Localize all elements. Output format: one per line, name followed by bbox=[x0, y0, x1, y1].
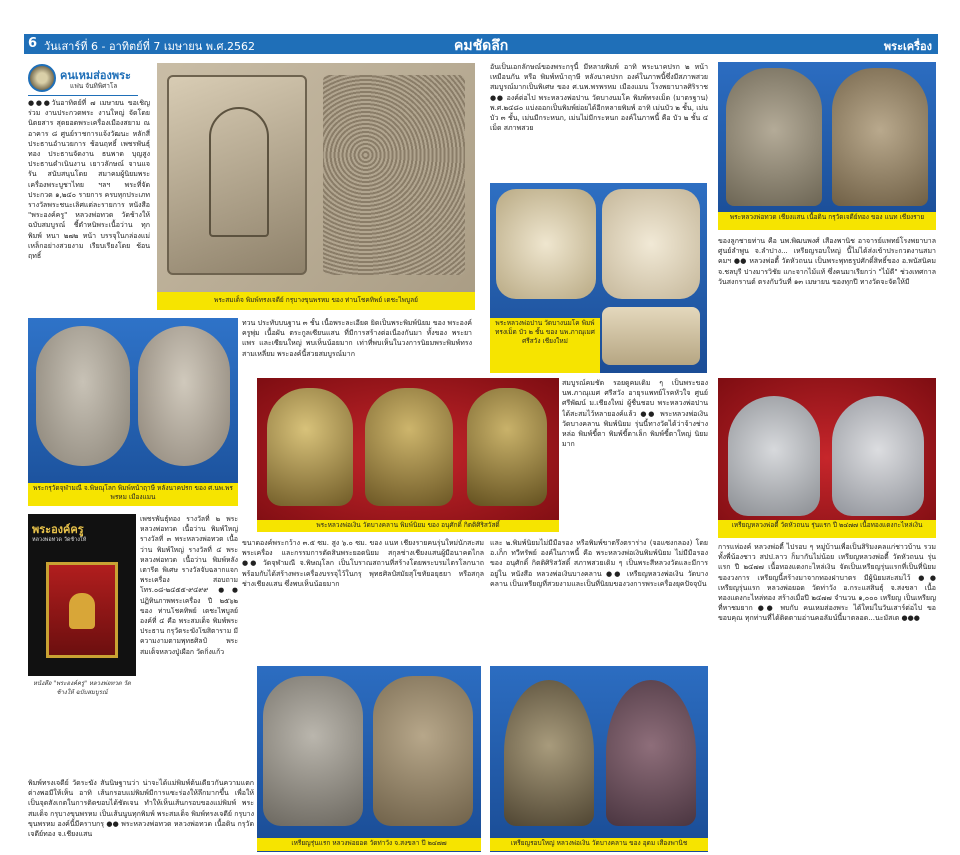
caption-2: พระกรุวัดจุฬามณี จ.พิษณุโลก พิมพ์หน้าฤาษี หลังนาคปรก ของ ศ.นพ.พรพรหม เมืองแมน bbox=[28, 483, 238, 506]
paragraph: พิมพ์ทรงเจดีย์ วัดระฆัง สันนิษฐานว่า น่าจะได้แม่พิมพ์ต้นเดียวกันความแตกต่างพอมีให้เห็น อาทิ เส้นกรอบแม่พิมพ์มีการแซะร่องให้ลึกมากขึ้น เพื่อให้เป็นจุดสังเกตในการติดขอบได้ชัดเจน ทำให้เห็นเส้นกรอบของแม่พิมพ์ พระสมเด็จ กรุบางขุนพรหม เป็นเส้นนูนทุกพิมพ์ พระสมเด็จ พิมพ์ทรงเจดีย์ กรุบางขุนพรหม องค์นี้มีคราบกรุ ●● พระหลวงพ่อทวด หลวงพ่อทวด เนื้อดิน กรุวัดเจดีย์ทอง จ.เชียงแสน bbox=[28, 779, 254, 839]
amulet-front bbox=[726, 68, 822, 206]
article-text-col3b bbox=[562, 378, 708, 533]
column-author: แฟน จันทิพิศาโล bbox=[70, 82, 118, 90]
coin-front bbox=[263, 676, 363, 826]
amulet-front bbox=[167, 75, 307, 275]
paragraph: ขนาดองค์พระกว้าง ๓.๕ ซม. สูง ๖.๐ ซม. ของ แนท เชียงรายคนรุ่นใหม่นักสะสมพระเครื่อง และกรรมการตัดสินพระยอดนิยม สกุลช่างเชียงแสนผู้มีอนาคตไกล ●● วัดจุฬามณี จ.พิษณุโลก เป็นโบราณสถานที่สร้างโดยพระบรมไตรโลกนาถ พร้อมกับได้สร้างพระเครื่องบรรจุไว้ในกรุ พุทธศิลป์สมัยสุโขทัยอยุธยา หรือสกุลช่างเชียงแสน ซึ่งพบเห็นน้อยมาก bbox=[242, 539, 484, 588]
caption-4: พระหลวงพ่อปาน วัดบางนมโค พิมพ์ทรงเม็ด บัว ๒ ชั้น ของ นพ.ภาณุเมศ ศรีสวัง เชียงใหม่ bbox=[490, 318, 600, 373]
statue-front bbox=[267, 388, 353, 506]
page-header bbox=[24, 34, 938, 54]
paragraph: ทวน ประทับบนฐาน ๓ ชั้น เนื้อพระละเอียด ยิดเป็นพระพิมพ์นิยม ของ พระองค์ครูพุ่ม เนื้อผัน ตระกูลเซียนแสน ที่มีการสร้างต่อเนื่องกันมา ทั้งของ พระยา แพร และเซียนใหญ่ พบเห็นน้อยมาก เท่าที่พบเห็นในวงการนิยมพระพิมพ์ทรงสามเหลี่ยม พระองค์นี้สวยสมบูรณ์มาก bbox=[242, 319, 472, 358]
photo-chiangsaen-amulet bbox=[718, 62, 936, 230]
photo-chulamanee-amulet bbox=[28, 318, 238, 506]
coin-back bbox=[373, 676, 473, 826]
photo-book-cover bbox=[28, 514, 136, 676]
issue-date: วันเสาร์ที่ 6 - อาทิตย์ที่ 7 เมษายน พ.ศ.2562 bbox=[44, 40, 255, 53]
column-logo bbox=[28, 64, 138, 96]
category-label: พระเครื่อง bbox=[883, 40, 932, 53]
book-subtitle: หลวงพ่อทวด วัดช้างให้ bbox=[32, 537, 87, 543]
coin-back bbox=[832, 396, 924, 516]
caption-7: เหรียญรอบใหญ่ หลวงพ่อเงิน วัดบางคลาน ของ อุดม เสืองพานิช bbox=[490, 838, 708, 851]
paragraph: ของลูกชายท่าน คือ นพ.พิฒนพงศ์ เสืองพานิช อาจารย์แพทย์โรงพยาบาลศูนย์ลำพูน จ.ลำปาง... เหรียญรอบใหญ่ นี้ไม่ได้ส่งเข้าประกวดงานสมาคมฯ ●● หลวงพ่อตี้ วัดหัวถนน เป็นพระพุทธรูปศักดิ์สิทธิ์ของ อ.พนัสนิคม จ.ชลบุรี ปางมารวิชัย แกะจากไม้แท้ ซึ่งคนมาเรียกว่า "ไม้ดี" ช่วงเทศกาลวันสงกรานต์ ตรงกับวันที่ ๑๓ เมษายน ของทุกปี ทางวัดจะจัดให้มี bbox=[718, 237, 936, 286]
caption-6: เหรียญรุ่นแรก หลวงพ่อยอด วัดท่าวัง จ.สงขลา ปี ๒๔๗๗ bbox=[257, 838, 481, 851]
article-text-col3c bbox=[490, 538, 708, 662]
book-title: พระองค์ครู bbox=[32, 523, 84, 536]
paragraph: เพชรพันธุ์ทอง รางวัลที่ ๒ พระหลวงพ่อทวด เนื้อว่าน พิมพ์ใหญ่ รางวัลที่ ๓ พระหลวงพ่อทวด เนื้อว่าน พิมพ์ใหญ่ รางวัลที่ ๔ พระหลวงพ่อทวด เนื้อว่าน พิมพ์หลังเตารีด พิเศษ รางวัลจับฉลากแจกพระเครื่อง สอบถามโทร.๐๘-๒๔๕๕-๙๔๙๙ ●● ปฏิทินภาพพระเครื่อง ปี ๒๕๖๒ ของ ท่านโชคทิพย์ เดชะไพบูลย์ องค์ที่ ๔ คือ พระสมเด็จ พิมพ์พระประธาน กรุวัดระฆังโฆสิตาราม มีความงามตามพุทธศิลป์ พระสมเด็จหลวงปู่เผือก วัดกิ่งแก้ว bbox=[140, 515, 238, 656]
photo-lp-yod-coin bbox=[257, 666, 481, 852]
photo-lp-ngern-coin bbox=[490, 666, 708, 852]
caption-3: หนังสือ "พระองค์ครู" หลวงพ่อทวด วัดช้างให้ ฉบับสมบูรณ์ bbox=[33, 680, 131, 696]
amulet-back bbox=[323, 75, 465, 275]
article-text-col2a bbox=[242, 318, 472, 376]
photo-lp-tee-coin bbox=[718, 378, 936, 538]
statue-back bbox=[365, 388, 453, 506]
article-text-col2c bbox=[140, 514, 238, 776]
amulet-back bbox=[602, 189, 700, 299]
caption-5: พระหลวงพ่อเงิน วัดบางคลาน พิมพ์นิยม ของ อนุศักดิ์ กิตติศิริสวัสดิ์ bbox=[257, 520, 559, 532]
amulet-back bbox=[832, 68, 928, 206]
book-frame bbox=[46, 562, 118, 658]
paragraph: และ ๒.พิมพ์นิยมไม่มีมือรอง หรือพิมพ์ขาตรึงตราร่าง (จอแซงกลอง) โดย อ.เก็ก ทวีทรัพย์ องค์ในภาพนี้ คือ พระหลวงพ่อเงินพิมพ์นิยม ไม่มีมือรอง ของ อนุศักดิ์ กิตติศิริสวัสดิ์ สภาพสวยเดิม ๆ เป็นพระสีหลวงวัดและมีการอยู่ใน หนังสือ หลวงพ่อเงินบางคลาน ●● เหรียญหลวงพ่อเงิน วัดบางคลาน เป็นเหรียญที่สวยงามและเป็นที่นิยมของวงการพระเครื่องยุคปัจจุบัน bbox=[490, 539, 708, 588]
article-text-col2d bbox=[28, 778, 254, 850]
column-title: คนเหมส่องพระ bbox=[60, 69, 131, 82]
caption-8: พระหลวงพ่อทวด เชียงแสน เนื้อดิน กรุวัดเจดีย์ทอง ของ แนท เชียงราย bbox=[718, 212, 936, 230]
amulet-front bbox=[496, 189, 596, 299]
caption-9: เหรียญหลวงพ่อตี้ วัดหัวถนน รุ่นแรก ปี ๒๔๗๗ เนื้อทองแดงกะไหล่เงิน bbox=[718, 520, 936, 538]
coin-back bbox=[606, 680, 696, 826]
paragraph: อันเป็นเอกลักษณ์ของพระกรุนี้ มีหลายพิมพ์ อาทิ พระนาคปรก ๒ หน้าเหมือนกัน หรือ พิมพ์หน้าฤาษี หลังนาคปรก องค์ในภาพนี้ซึ่งมีสภาพสวยสมบูรณ์มากเป็นพิเศษ ของ ศ.นพ.พรพรหม เมืองแมน โรงพยาบาลศิริราช ●● องค์ต่อไป พระหลวงพ่อปาน วัดบางนมโค พิมพ์ทรงเม็ด (มาตรฐาน) พ.ศ.๒๔๘๐ แบ่งออกเป็นพิมพ์ย่อยได้อีกหลายพิมพ์ อาทิ เม่นบัว ๒ ชั้น, เม่นบัว ๓ ชั้น, เม่นมีกระหนก, เม่นไม่มีกระหนก องค์ในภาพนี้ คือ บัว ๒ ชั้น ๔ เม็ด สภาพสวย bbox=[490, 63, 708, 133]
paragraph: ●●●วันอาทิตย์ที่ ๗ เมษายน ขอเชิญร่วม งานประกวดพระ งานใหญ่ จัดโดยนิตยสาร สุดยอดพระเครื่องเมืองสยาม ณ อาคาร ๘ ศูนย์ราชการแจ้งวัฒนะ หลักสี่ ประธานอำนวยการ ช้อนฤทธิ์ เพชรพันธุ์ทอง ประธานจัดงาน ธนพาด บุญสูง ประธานดำเนินงาน เยาวลักษณ์ จานแจรัน สนับสนุนโดย สมาคมผู้นิยมพระเครื่องพระบูชาไทย ฯลฯ พระที่จัดประกวด ๑,๒๔๐ รายการ ครบทุกประเภท รางวัลพระชนะเลิศแต่ละรายการ หนังสือ "พระองค์ครู" หลวงพ่อทวด วัดช้างให้ ฉบับสมบูรณ์ ชี้ตำหนิพระเนื้อว่าน ทุกพิมพ์ หนา ๒๗๒ หน้า บรรจุในกล่องแม่เหล็กอย่างสวยงาม เรียบเรียงโดย ช้อนฤทธิ์ bbox=[28, 99, 150, 261]
section-title: คมชัดลึก bbox=[454, 38, 509, 54]
statue-side bbox=[467, 388, 547, 506]
paragraph: การแห่องค์ หลวงพ่อตี้ ไปรอบ ๆ หมู่บ้านเพื่อเป็นสิริมงคลแก่ชาวบ้าน รวมทั้งพี่น้องชาว สปป.ลาว ก็มากันไม่น้อย เหรียญหลวงพ่อตี้ วัดหัวถนน รุ่นแรก ปี ๒๔๗๗ เนื้อทองแดงกะไหล่เงิน จัดเป็นเหรียญรุ่นแรกที่เป็นที่นิยมของวงการ เหรียญนี้สร้างมาจากทองฝาบาตร มีผู้นิยมสะสมไว้ ●● เหรียญรุ่นแรก หลวงพ่อยอด วัดท่าวัง อ.กระแสสินธุ์ จ.สงขลา เนื้อทองแดงกะไหล่ทอง สร้างเมื่อปี ๒๔๗๗ จำนวน ๑,๐๐๐ เหรียญ เป็นเหรียญที่หาชมยาก ●● พบกับ คนเหมส่องพระ ได้ใหม่ในวันเสาร์ต่อไป ขอขอบคุณ ทุกท่านที่ได้ติดตามอ่านคอลัมน์นี้มาตลอด...นะมัสเต ●●● bbox=[718, 543, 936, 623]
buddha-figure bbox=[209, 107, 269, 237]
amulet-front bbox=[36, 326, 130, 466]
photo-lp-ngern-statue bbox=[257, 378, 559, 530]
column-logo-badge bbox=[28, 64, 56, 92]
article-text-col4b bbox=[718, 542, 936, 852]
page-number: 6 bbox=[28, 36, 38, 51]
photo-somdej-amulet bbox=[157, 63, 475, 310]
article-text-col2b bbox=[242, 538, 484, 662]
coin-front bbox=[504, 680, 594, 826]
paragraph: สมบูรณ์คมชัด รอยดูคมเดิม ๆ เป็นพระของ นพ.ภาณุเมศ ศรีสวัง อายุรแพทย์โรคหัวใจ ศูนย์ศรีพัฒน์ ม.เชียงใหม่ ผู้ชื่นชอบ พระหลวงพ่อปาน ได้สะสมไว้หลายองค์แล้ว ●● พระหลวงพ่อเงิน วัดบางคลาน พิมพ์นิยม รุ่นนี้ทางวัดได้ว่าจ้างช่างหล่อ พิมพ์ขี้ตา พิมพ์ขี้ตาเล็ก พิมพ์ขี้ตาใหญ่ นิยมมาก bbox=[562, 379, 708, 449]
article-text-col4a bbox=[718, 236, 936, 376]
coin-front bbox=[728, 396, 820, 516]
article-text-col3a bbox=[490, 62, 708, 180]
amulet-back bbox=[138, 326, 230, 466]
amulet-side bbox=[602, 307, 700, 365]
article-text-col1 bbox=[28, 98, 150, 310]
caption-1: พระสมเด็จ พิมพ์ทรงเจดีย์ กรุบางขุนพรหม ของ ท่านโชคทิพย์ เดชะไพบูลย์ bbox=[157, 292, 475, 310]
amulet-figure bbox=[69, 593, 95, 629]
